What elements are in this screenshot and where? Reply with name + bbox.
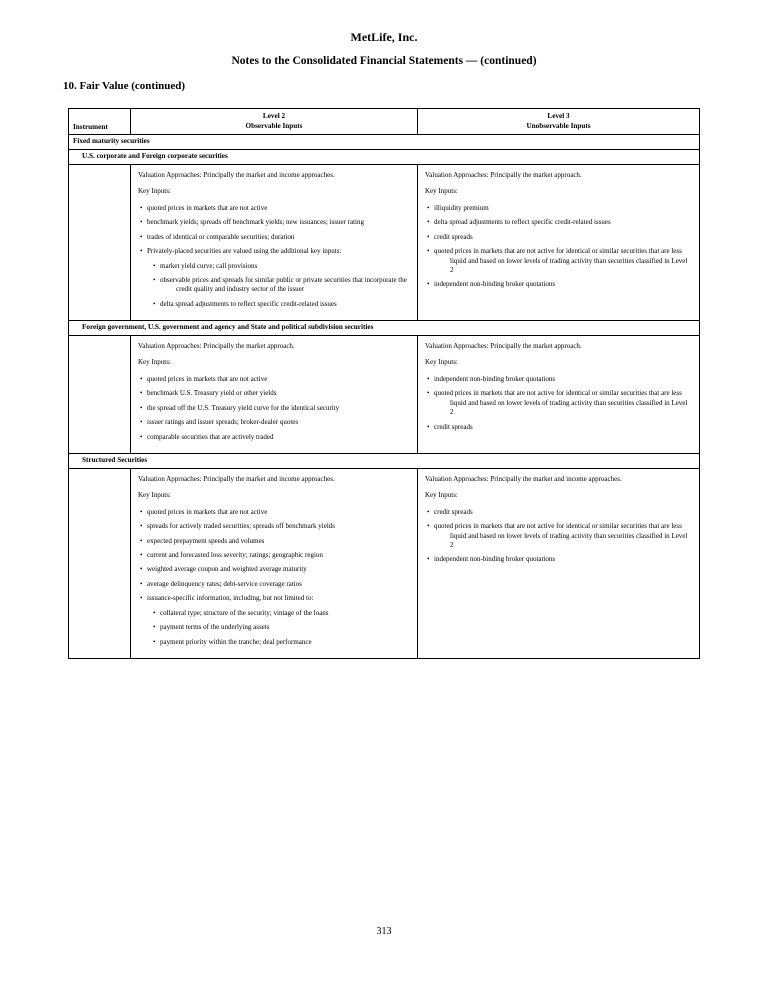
bullet-text: credit spreads (434, 422, 473, 431)
bullet-item (138, 218, 410, 227)
bullet-item (138, 389, 410, 398)
bullet-text: payment terms of the underlying assets (160, 623, 270, 632)
bullet-item (425, 204, 692, 213)
key-inputs-label: Key Inputs: (138, 358, 171, 367)
bullet-item (138, 418, 410, 427)
instrument-cell (69, 165, 131, 320)
column-header-level2-line1: Level 2 (262, 112, 286, 120)
bullet-icon: • (140, 247, 143, 256)
bullet-list (138, 609, 410, 647)
bullet-item (138, 565, 410, 574)
bullet-text: benchmark yields; spreads off benchmark yields; new issuances; issuer rating (147, 218, 365, 227)
bullet-icon: • (140, 218, 143, 227)
bullet-text: quoted prices in markets that are not active for identical or similar securities that are less liquid and based on lower levels of trading activity than securities classified in Level 2 (434, 247, 688, 274)
bullet-item (425, 508, 692, 517)
bullet-icon: • (153, 261, 156, 270)
bullet-item (151, 276, 410, 295)
bullet-text: trades of identical or comparable securities; duration (147, 232, 295, 241)
bullet-text: issuance-specific information, including, but not limited to: (147, 594, 314, 603)
group-header-fixed-maturity-securities: Fixed maturity securities (69, 135, 699, 150)
bullet-text: weighted average coupon and weighted average maturity (147, 565, 307, 574)
section-title-row: U.S. corporate and Foreign corporate securities (69, 150, 699, 165)
valuation-approaches-text: Valuation Approaches: Principally the market and income approaches. (425, 474, 622, 483)
valuation-approaches-text: Valuation Approaches: Principally the market and income approaches. (138, 170, 335, 179)
bullet-text: quoted prices in markets that are not active (147, 507, 268, 516)
bullet-item (425, 233, 692, 242)
bullet-icon: • (140, 418, 143, 427)
bullet-icon: • (153, 623, 156, 632)
bullet-text: quoted prices in markets that are not active for identical or similar securities that are less liquid and based on lower levels of trading activity than securities classified in Level 2 (434, 389, 688, 417)
key-inputs-label: Key Inputs: (425, 358, 458, 367)
column-header-level2 (131, 109, 418, 134)
valuation-approaches-text: Valuation Approaches: Principally the market approach. (138, 341, 295, 350)
bullet-text: observable prices and spreads for similar public or private securities that incorporate the credit quality and industry sector of the issuer (160, 275, 407, 294)
table-content-row (69, 469, 699, 658)
bullet-item (151, 623, 410, 632)
bullet-icon: • (140, 203, 143, 212)
bullet-item (138, 580, 410, 589)
key-inputs-label: Key Inputs: (425, 491, 458, 500)
bullet-list (425, 508, 692, 565)
bullet-text: collateral type; structure of the security; vintage of the loans (160, 608, 329, 617)
document-title: MetLife, Inc. (350, 30, 418, 44)
bullet-icon: • (427, 218, 430, 227)
bullet-item (151, 300, 410, 309)
bullet-item (425, 555, 692, 564)
bullet-text: current and forecasted loss severity; ratings; geographic region (147, 550, 323, 559)
section-title-row: Foreign government, U.S. government and agency and State and political subdivision securities (69, 321, 699, 336)
bullet-list (425, 204, 692, 290)
bullet-icon: • (427, 203, 430, 212)
column-header-level3-line1: Level 3 (547, 112, 570, 120)
level3-unobservable-inputs-cell (418, 165, 699, 320)
bullet-icon: • (153, 608, 156, 617)
fair-value-table (68, 108, 700, 659)
table-content-row (69, 336, 699, 454)
bullet-icon: • (153, 275, 156, 284)
document-subtitle: Notes to the Consolidated Financial Statements — (continued) (231, 55, 537, 67)
bullet-text: average delinquency rates; debt-service coverage ratios (147, 579, 302, 588)
bullet-list (138, 508, 410, 647)
bullet-icon: • (427, 232, 430, 241)
bullet-text: payment priority within the tranche; deal performance (160, 637, 312, 646)
bullet-text: issuer ratings and issuer spreads; broker-dealer quotes (147, 418, 299, 427)
bullet-item (138, 537, 410, 546)
bullet-text: independent non-binding broker quotations (434, 555, 556, 564)
level3-unobservable-inputs-cell (418, 469, 699, 658)
key-inputs-label: Key Inputs: (138, 187, 171, 196)
valuation-approaches-text: Valuation Approaches: Principally the market and income approaches. (138, 474, 335, 483)
bullet-item (151, 638, 410, 647)
bullet-item (138, 375, 410, 384)
column-header-instrument-label: Instrument (73, 122, 108, 131)
bullet-item (425, 280, 692, 289)
valuation-approaches-text: Valuation Approaches: Principally the market approach. (425, 341, 582, 350)
instrument-cell (69, 336, 131, 453)
key-inputs-label: Key Inputs: (138, 491, 171, 500)
level3-unobservable-inputs-cell (418, 336, 699, 453)
bullet-icon: • (140, 565, 143, 574)
table-body (69, 150, 699, 658)
level2-observable-inputs-cell (131, 336, 418, 453)
table-content-row (69, 165, 699, 321)
bullet-icon: • (140, 432, 143, 441)
bullet-list (425, 375, 692, 432)
bullet-icon: • (427, 280, 430, 289)
level2-observable-inputs-cell (131, 469, 418, 658)
bullet-icon: • (140, 536, 143, 545)
column-header-level3 (418, 109, 699, 134)
bullet-icon: • (140, 374, 143, 383)
bullet-item (138, 404, 410, 413)
section-title-row: Structured Securities (69, 454, 699, 469)
bullet-item (425, 218, 692, 227)
bullet-text: expected prepayment speeds and volumes (147, 536, 265, 545)
bullet-item (425, 423, 692, 432)
bullet-icon: • (427, 422, 430, 431)
bullet-list (138, 262, 410, 310)
bullet-icon: • (140, 232, 143, 241)
bullet-icon: • (427, 507, 430, 516)
bullet-item (138, 594, 410, 603)
bullet-text: credit spreads (434, 232, 473, 241)
bullet-item (138, 551, 410, 560)
column-header-level3-line2: Unobservable Inputs (526, 121, 591, 130)
bullet-text: comparable securities that are actively traded (147, 432, 274, 441)
bullet-item (151, 609, 410, 618)
key-inputs-label: Key Inputs: (425, 187, 458, 196)
bullet-item (425, 247, 692, 275)
bullet-text: quoted prices in markets that are not active (147, 203, 268, 212)
bullet-item (425, 375, 692, 384)
bullet-list (138, 375, 410, 442)
bullet-text: credit spreads (434, 507, 473, 516)
column-header-level2-line2: Observable Inputs (245, 121, 303, 130)
bullet-item (151, 262, 410, 271)
bullet-list (138, 204, 410, 310)
level2-observable-inputs-cell (131, 165, 418, 320)
bullet-icon: • (153, 637, 156, 646)
bullet-item (138, 508, 410, 517)
bullet-text: benchmark U.S. Treasury yield or other yields (147, 389, 277, 398)
bullet-icon: • (140, 522, 143, 531)
bullet-text: delta spread adjustments to reflect specific credit-related issues (434, 218, 611, 227)
bullet-text: independent non-binding broker quotations (434, 374, 556, 383)
bullet-text: the spread off the U.S. Treasury yield curve for the identical security (147, 403, 340, 412)
bullet-text: delta spread adjustments to reflect specific credit-related issues (160, 299, 337, 308)
bullet-text: illiquidity premium (434, 203, 489, 212)
instrument-cell (69, 469, 131, 658)
bullet-text: quoted prices in markets that are not active (147, 374, 268, 383)
bullet-item (138, 233, 410, 242)
column-header-instrument (69, 109, 131, 134)
bullet-text: Privately-placed securities are valued using the additional key inputs: (147, 247, 342, 256)
bullet-icon: • (140, 389, 143, 398)
bullet-text: spreads for actively traded securities; spreads off benchmark yields (147, 522, 336, 531)
bullet-item (138, 522, 410, 531)
bullet-icon: • (140, 579, 143, 588)
bullet-icon: • (427, 522, 430, 531)
table-header-row (69, 109, 699, 135)
bullet-icon: • (427, 555, 430, 564)
bullet-icon: • (140, 594, 143, 603)
bullet-icon: • (427, 247, 430, 256)
bullet-item (138, 433, 410, 442)
bullet-text: independent non-binding broker quotations (434, 280, 556, 289)
bullet-item (138, 247, 410, 256)
bullet-icon: • (427, 389, 430, 398)
bullet-item (425, 522, 692, 550)
bullet-item (138, 204, 410, 213)
bullet-icon: • (140, 507, 143, 516)
bullet-text: market yield curve; call provisions (160, 261, 258, 270)
bullet-icon: • (427, 374, 430, 383)
bullet-icon: • (140, 550, 143, 559)
bullet-text: quoted prices in markets that are not active for identical or similar securities that are less liquid and based on lower levels of trading activity than securities classified in Level 2 (434, 522, 688, 549)
bullet-item (425, 389, 692, 417)
valuation-approaches-text: Valuation Approaches: Principally the market approach. (425, 170, 582, 179)
page-number: 313 (376, 926, 392, 937)
section-heading: 10. Fair Value (continued) (63, 80, 186, 92)
bullet-icon: • (140, 403, 143, 412)
bullet-icon: • (153, 299, 156, 308)
